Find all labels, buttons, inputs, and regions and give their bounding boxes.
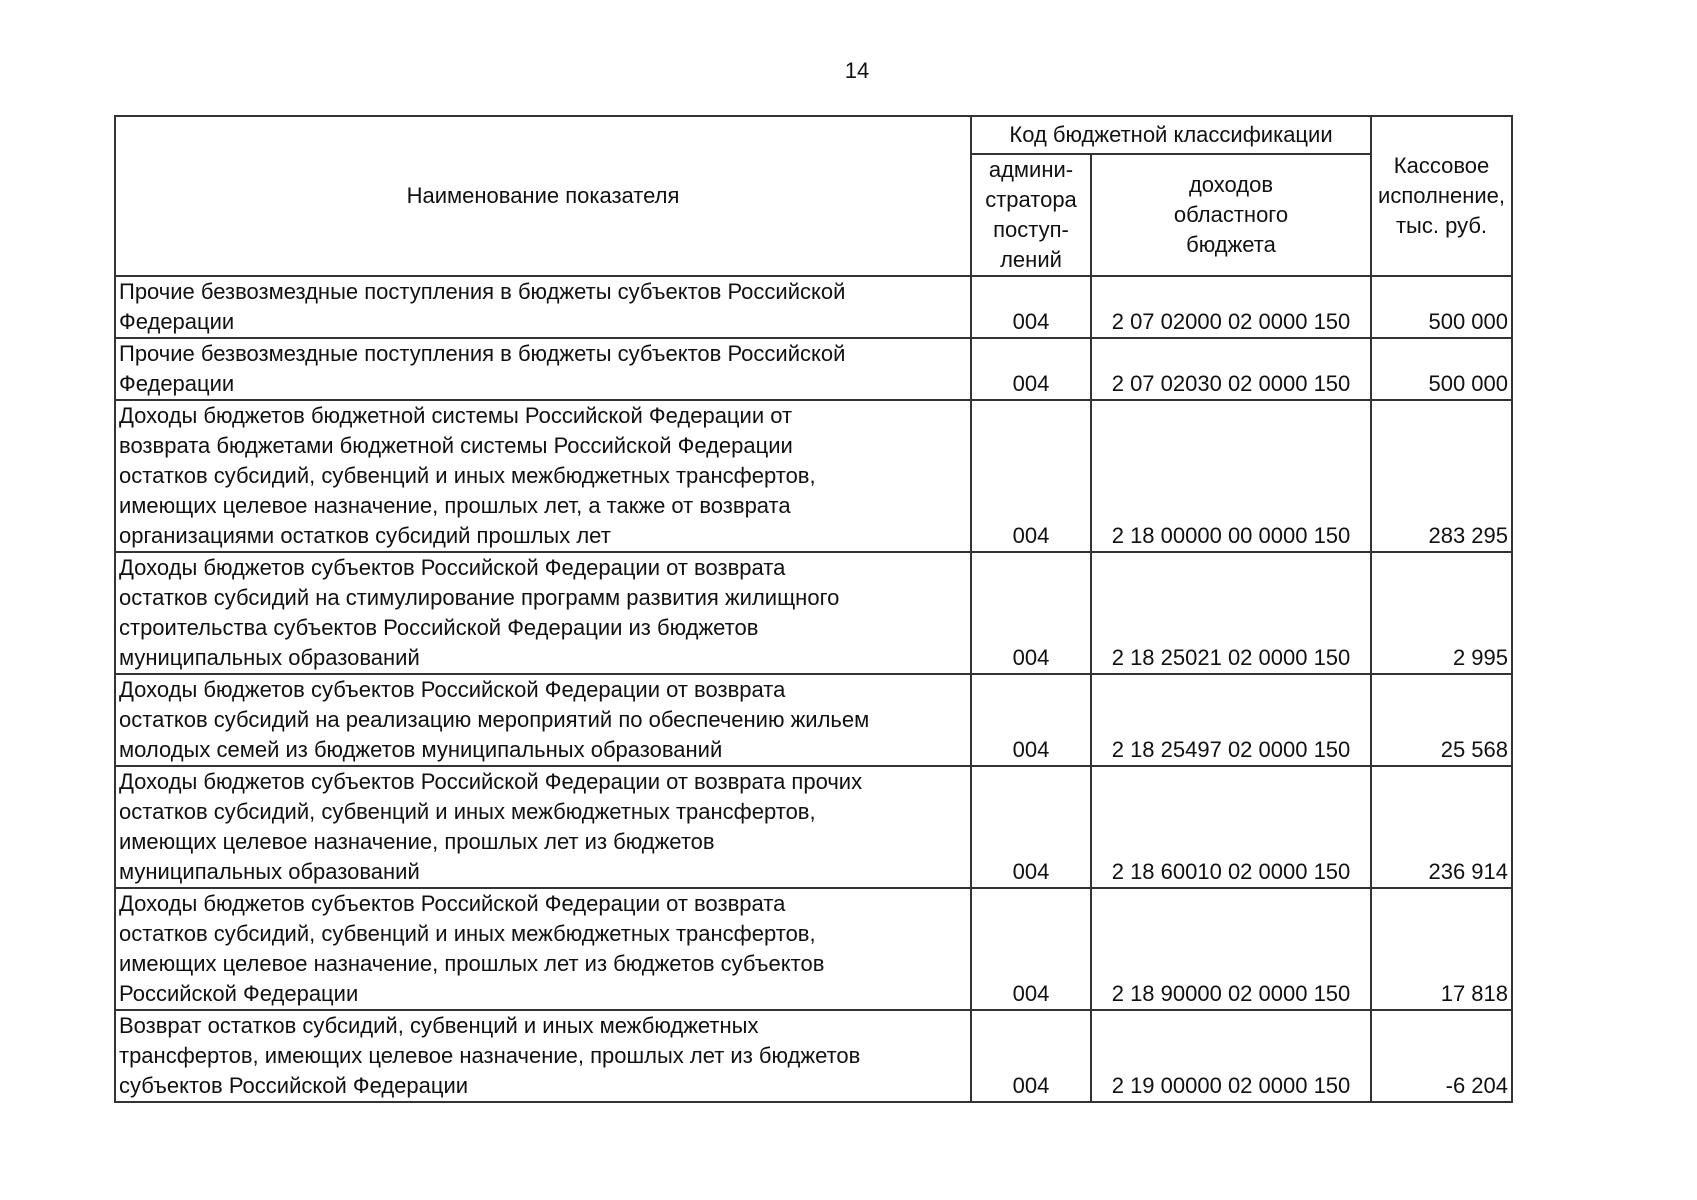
row-cash-amount: 2 995 bbox=[1371, 552, 1512, 674]
table-row bbox=[115, 276, 1512, 338]
table-row bbox=[115, 888, 1512, 1010]
table-row bbox=[115, 1010, 1512, 1102]
row-administrator-code: 004 bbox=[971, 276, 1091, 338]
table-row bbox=[115, 766, 1512, 888]
table-row bbox=[115, 552, 1512, 674]
row-indicator-name: Доходы бюджетов субъектов Российской Федерации от возврата остатков субсидий на стимулирование программ развития жилищного строительства субъектов Российской Федерации из бюджетов муниципальных образований bbox=[115, 552, 971, 674]
row-cash-amount: 500 000 bbox=[1371, 276, 1512, 338]
row-cash-amount: 500 000 bbox=[1371, 338, 1512, 400]
row-classification-code: 2 18 00000 00 0000 150 bbox=[1091, 400, 1371, 552]
row-indicator-name: Доходы бюджетов субъектов Российской Федерации от возврата прочих остатков субсидий, субвенций и иных межбюджетных трансфертов, имеющих целевое назначение, прошлых лет из бюджетов муниципальных образований bbox=[115, 766, 971, 888]
row-cash-amount: 25 568 bbox=[1371, 674, 1512, 766]
row-classification-code: 2 18 90000 02 0000 150 bbox=[1091, 888, 1371, 1010]
page-number: 14 bbox=[844, 58, 870, 83]
row-administrator-code: 004 bbox=[971, 1010, 1091, 1102]
row-classification-code: 2 07 02030 02 0000 150 bbox=[1091, 338, 1371, 400]
header-revenue-administrator: админи- стратора поступ- лений bbox=[971, 154, 1091, 276]
row-cash-amount: 283 295 bbox=[1371, 400, 1512, 552]
row-administrator-code: 004 bbox=[971, 888, 1091, 1010]
table-row bbox=[115, 400, 1512, 552]
header-cash-execution: Кассовое исполнение, тыс. руб. bbox=[1371, 116, 1512, 276]
row-classification-code: 2 07 02000 02 0000 150 bbox=[1091, 276, 1371, 338]
header-budget-classification-code: Код бюджетной классификации bbox=[971, 116, 1371, 154]
row-administrator-code: 004 bbox=[971, 338, 1091, 400]
row-classification-code: 2 19 00000 02 0000 150 bbox=[1091, 1010, 1371, 1102]
row-cash-amount: -6 204 bbox=[1371, 1010, 1512, 1102]
row-classification-code: 2 18 60010 02 0000 150 bbox=[1091, 766, 1371, 888]
table-row bbox=[115, 674, 1512, 766]
header-row-1 bbox=[115, 116, 1512, 154]
row-cash-amount: 17 818 bbox=[1371, 888, 1512, 1010]
row-indicator-name: Возврат остатков субсидий, субвенций и иных межбюджетных трансфертов, имеющих целевое назначение, прошлых лет из бюджетов субъектов Российской Федерации bbox=[115, 1010, 971, 1102]
header-indicator-name: Наименование показателя bbox=[115, 116, 971, 276]
row-indicator-name: Прочие безвозмездные поступления в бюджеты субъектов Российской Федерации bbox=[115, 276, 971, 338]
row-classification-code: 2 18 25497 02 0000 150 bbox=[1091, 674, 1371, 766]
table-row bbox=[115, 338, 1512, 400]
row-administrator-code: 004 bbox=[971, 766, 1091, 888]
row-classification-code: 2 18 25021 02 0000 150 bbox=[1091, 552, 1371, 674]
row-indicator-name: Прочие безвозмездные поступления в бюджеты субъектов Российской Федерации bbox=[115, 338, 971, 400]
table-header bbox=[115, 116, 1512, 276]
row-administrator-code: 004 bbox=[971, 674, 1091, 766]
table-body bbox=[115, 276, 1512, 1102]
budget-revenue-table bbox=[114, 115, 1513, 1103]
row-administrator-code: 004 bbox=[971, 400, 1091, 552]
row-administrator-code: 004 bbox=[971, 552, 1091, 674]
row-cash-amount: 236 914 bbox=[1371, 766, 1512, 888]
row-indicator-name: Доходы бюджетов бюджетной системы Российской Федерации от возврата бюджетами бюджетной системы Российской Федерации остатков субсидий, субвенций и иных межбюджетных трансфертов, имеющих целевое назначение, прошлых лет, а также от возврата организациями остатков субсидий прошлых лет bbox=[115, 400, 971, 552]
row-indicator-name: Доходы бюджетов субъектов Российской Федерации от возврата остатков субсидий, субвенций и иных межбюджетных трансфертов, имеющих целевое назначение, прошлых лет из бюджетов субъектов Российской Федерации bbox=[115, 888, 971, 1010]
row-indicator-name: Доходы бюджетов субъектов Российской Федерации от возврата остатков субсидий на реализацию мероприятий по обеспечению жильем молодых семей из бюджетов муниципальных образований bbox=[115, 674, 971, 766]
header-regional-budget-revenue: доходов областного бюджета bbox=[1091, 154, 1371, 276]
